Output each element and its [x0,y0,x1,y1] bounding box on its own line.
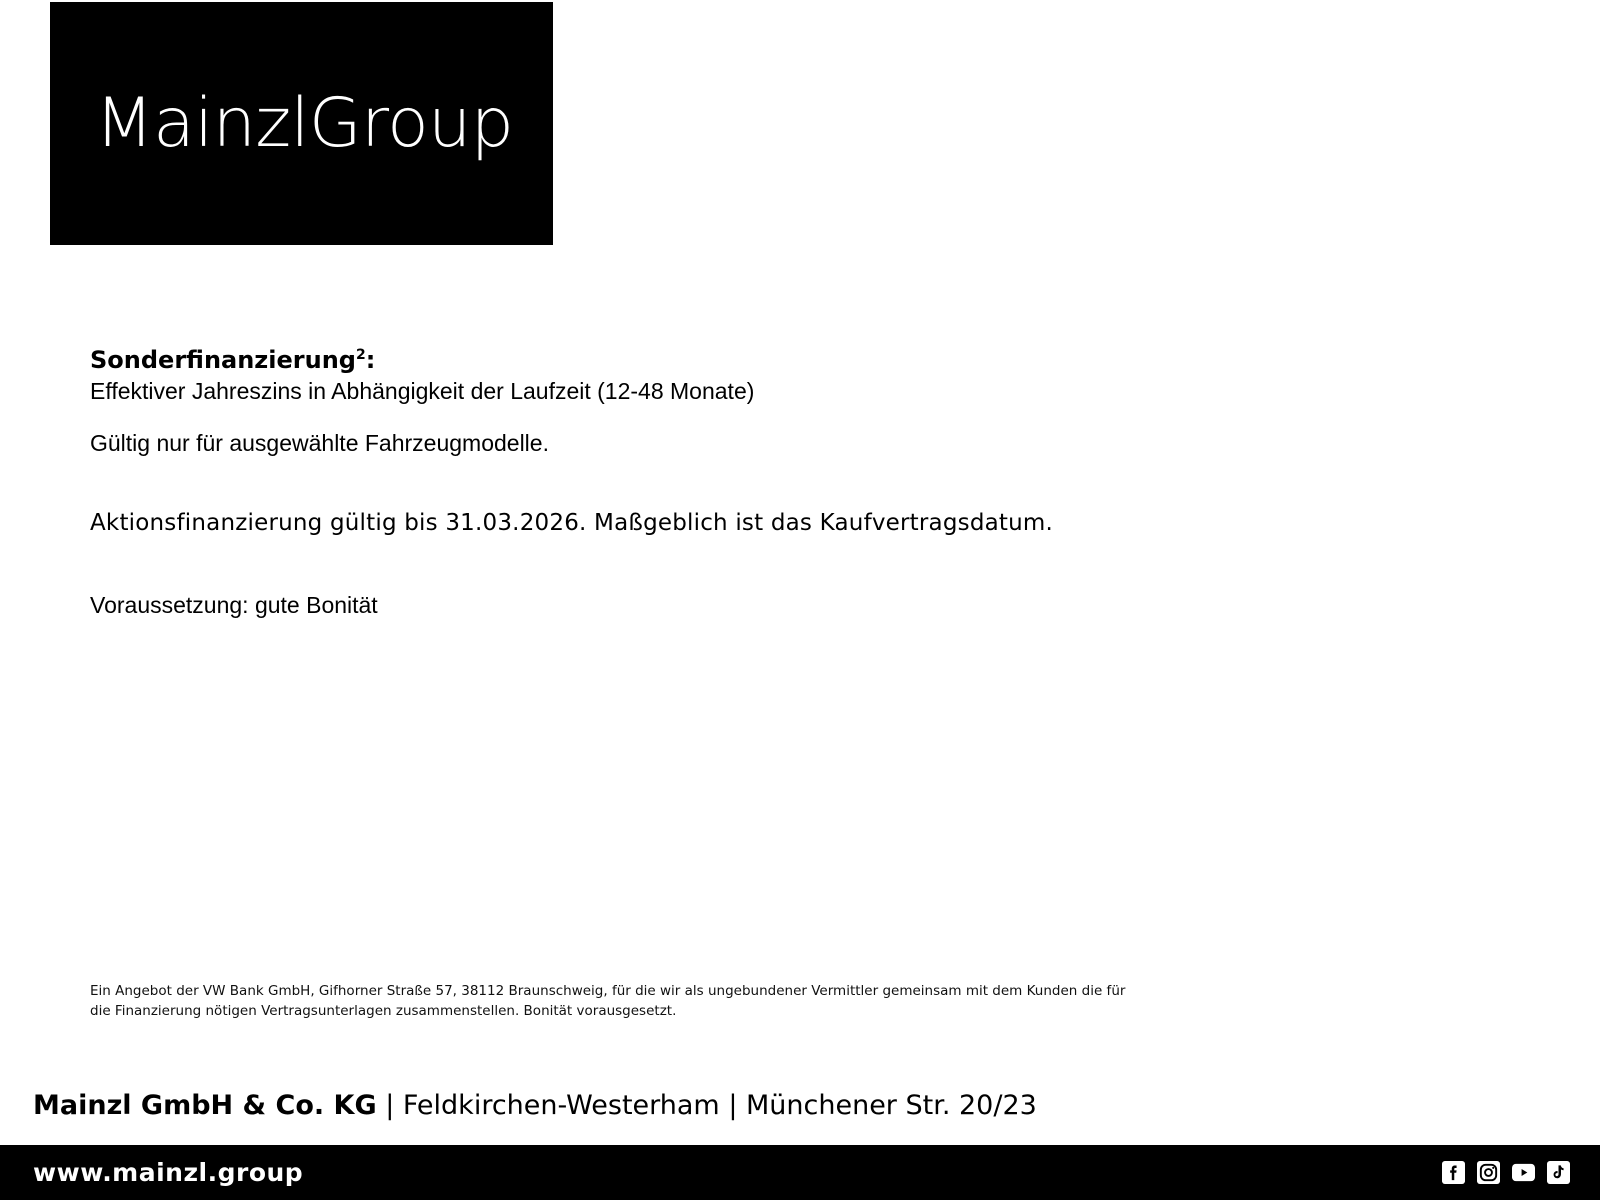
offer-model-validity: Gültig nur für ausgewählte Fahrzeugmodelle. [90,429,549,456]
website-url[interactable]: www.mainzl.group [33,1158,304,1187]
brand-logo-text: MainzlGroup [95,83,514,163]
spacer-1 [90,407,1190,429]
spacer-2 [90,459,1190,509]
brand-logo [50,2,553,245]
offer-heading-footnote-marker: 2 [355,347,366,363]
offer-subline: Effektiver Jahreszins in Abhängigkeit der Laufzeit (12-48 Monate) [90,378,755,404]
offer-heading-text: Sonderfinanzierung [90,346,356,374]
social-links [1442,1161,1570,1184]
company-name: Mainzl GmbH & Co. KG [33,1090,377,1121]
offer-action-validity: Aktionsfinanzierung gültig bis 31.03.2026. Maßgeblich ist das Kaufvertragsdatum. [90,509,1054,536]
address-separator-2: | [719,1090,746,1121]
spacer-3 [90,539,1190,591]
main-content [90,345,1190,621]
footer-bar [0,1145,1600,1200]
legal-disclaimer: Ein Angebot der VW Bank GmbH, Gifhorner Straße 57, 38112 Braunschweig, für die wir als ungebundener Vermittler gemeinsam mit dem Kunden die für die Finanzierung nötigen Vertragsunterlagen zusammenstellen. Bonität vorausgesetzt. [90,983,1126,1019]
company-address [33,1090,1037,1122]
facebook-icon[interactable] [1442,1161,1465,1184]
youtube-icon[interactable] [1512,1161,1535,1184]
company-city: Feldkirchen-Westerham [402,1090,720,1121]
offer-requirement: Voraussetzung: gute Bonität [90,591,378,618]
company-street: Münchener Str. 20/23 [746,1090,1037,1121]
offer-heading-colon: : [365,346,376,374]
address-separator-1: | [376,1090,403,1121]
instagram-icon[interactable] [1477,1161,1500,1184]
offer-heading [90,345,1190,375]
tiktok-icon[interactable] [1547,1161,1570,1184]
